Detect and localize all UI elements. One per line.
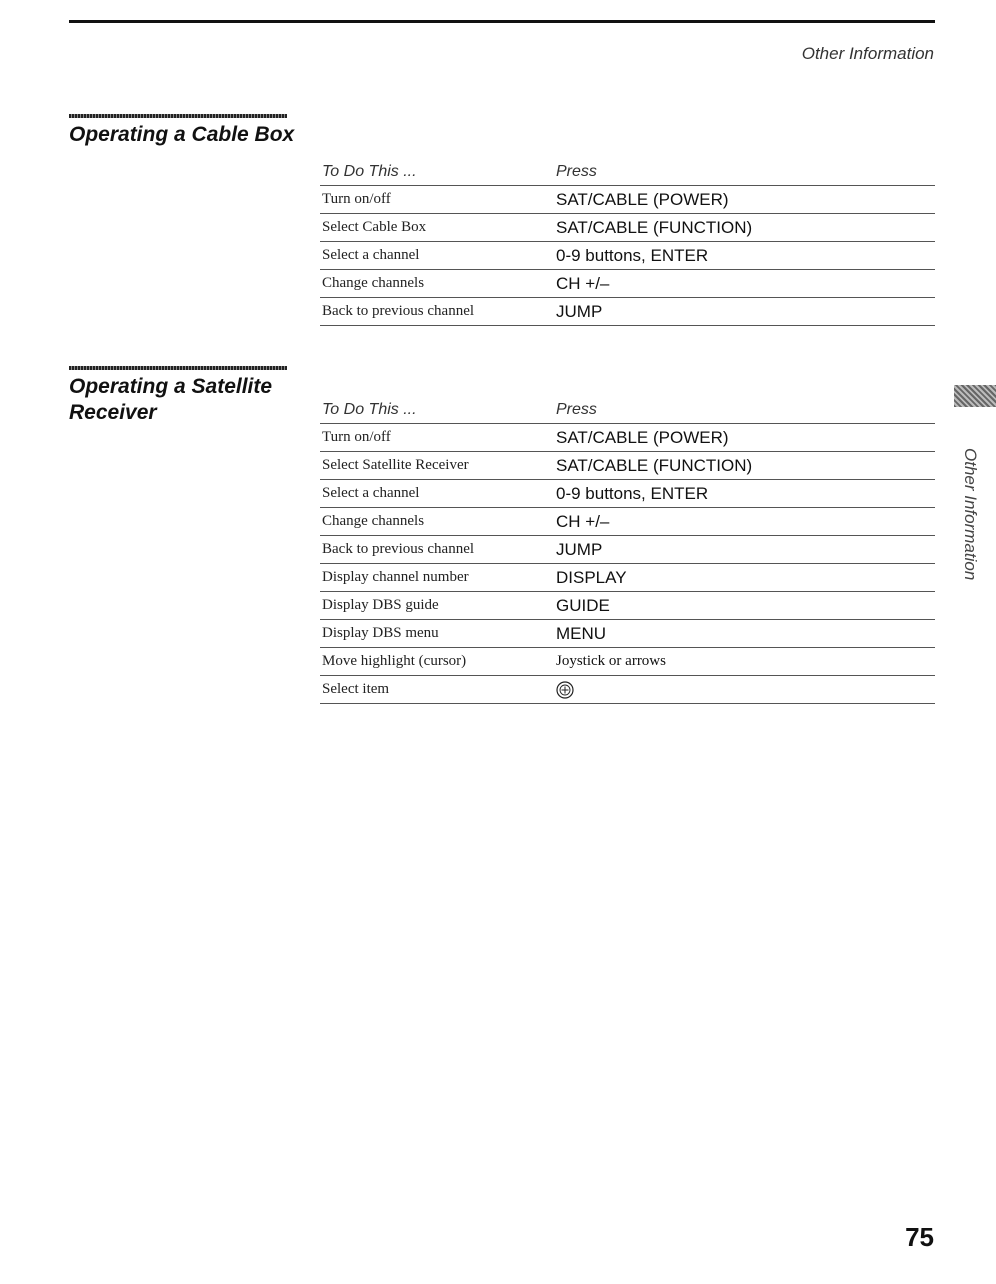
press-cell: JUMP bbox=[554, 298, 935, 326]
section-title-cable-box: Operating a Cable Box bbox=[69, 123, 295, 146]
press-cell: 0-9 buttons, ENTER bbox=[554, 480, 935, 508]
table-row bbox=[320, 424, 935, 452]
section-rule bbox=[69, 366, 287, 370]
table-row bbox=[320, 186, 935, 214]
cable-box-table bbox=[320, 159, 935, 326]
table-row bbox=[320, 242, 935, 270]
action-cell: Display DBS guide bbox=[320, 592, 554, 620]
action-cell: Display DBS menu bbox=[320, 620, 554, 648]
table-header-row bbox=[320, 397, 935, 424]
column-header-press: Press bbox=[554, 397, 935, 424]
press-cell: DISPLAY bbox=[554, 564, 935, 592]
action-cell: Select a channel bbox=[320, 480, 554, 508]
side-tab-mark bbox=[954, 385, 996, 407]
table-row bbox=[320, 452, 935, 480]
table-header-row bbox=[320, 159, 935, 186]
table-row bbox=[320, 564, 935, 592]
press-cell: CH +/– bbox=[554, 508, 935, 536]
column-header-action: To Do This ... bbox=[320, 159, 554, 186]
action-cell: Select a channel bbox=[320, 242, 554, 270]
table-row bbox=[320, 620, 935, 648]
press-cell bbox=[554, 676, 935, 704]
press-cell: Joystick or arrows bbox=[554, 648, 935, 676]
action-cell: Back to previous channel bbox=[320, 536, 554, 564]
section-rule bbox=[69, 114, 287, 118]
press-cell: MENU bbox=[554, 620, 935, 648]
press-cell: SAT/CABLE (FUNCTION) bbox=[554, 214, 935, 242]
table-row bbox=[320, 480, 935, 508]
press-cell: JUMP bbox=[554, 536, 935, 564]
press-cell: GUIDE bbox=[554, 592, 935, 620]
table-row bbox=[320, 270, 935, 298]
top-rule bbox=[69, 20, 935, 23]
section-title-satellite: Operating a Satellite Receiver bbox=[69, 375, 273, 424]
press-cell: CH +/– bbox=[554, 270, 935, 298]
column-header-action: To Do This ... bbox=[320, 397, 554, 424]
action-cell: Change channels bbox=[320, 508, 554, 536]
press-cell: SAT/CABLE (POWER) bbox=[554, 186, 935, 214]
press-cell: SAT/CABLE (POWER) bbox=[554, 424, 935, 452]
action-cell: Turn on/off bbox=[320, 424, 554, 452]
side-tab-label: Other Information bbox=[961, 448, 980, 581]
press-cell: SAT/CABLE (FUNCTION) bbox=[554, 452, 935, 480]
action-cell: Back to previous channel bbox=[320, 298, 554, 326]
column-header-press: Press bbox=[554, 159, 935, 186]
table-row bbox=[320, 298, 935, 326]
table-row bbox=[320, 214, 935, 242]
action-cell: Display channel number bbox=[320, 564, 554, 592]
press-cell: 0-9 buttons, ENTER bbox=[554, 242, 935, 270]
action-cell: Select item bbox=[320, 676, 554, 704]
satellite-table bbox=[320, 397, 935, 704]
table-row bbox=[320, 648, 935, 676]
running-header: Other Information bbox=[801, 44, 934, 63]
page-number: 75 bbox=[905, 1222, 934, 1252]
table-row bbox=[320, 508, 935, 536]
joystick-select-icon bbox=[556, 681, 574, 699]
action-cell: Change channels bbox=[320, 270, 554, 298]
table-row bbox=[320, 536, 935, 564]
action-cell: Move highlight (cursor) bbox=[320, 648, 554, 676]
action-cell: Turn on/off bbox=[320, 186, 554, 214]
action-cell: Select Cable Box bbox=[320, 214, 554, 242]
table-row bbox=[320, 676, 935, 704]
action-cell: Select Satellite Receiver bbox=[320, 452, 554, 480]
table-row bbox=[320, 592, 935, 620]
